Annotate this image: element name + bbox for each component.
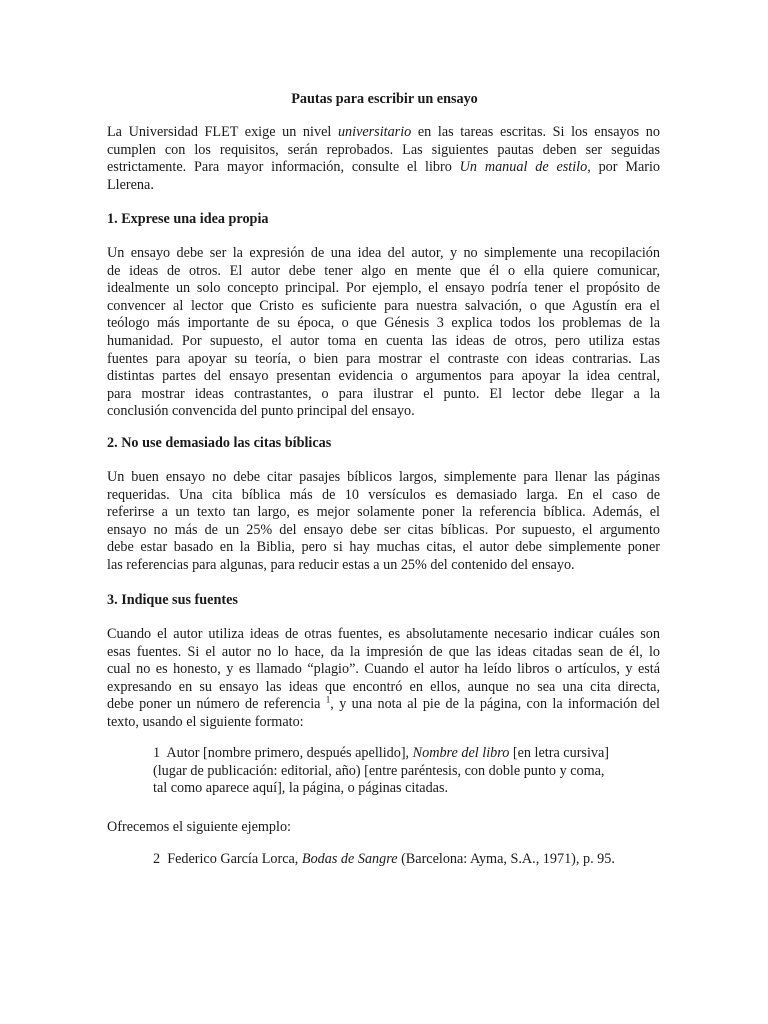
section-2-line: requeridas. Una cita bíblica más de 10 versículos es demasiado larga. En el caso de — [107, 486, 660, 503]
footnote-format-line-1: 1 Autor [nombre primero, después apellido], Nombre del libro [en letra cursiva] — [153, 745, 609, 761]
footnote-number: 1 — [153, 745, 161, 761]
footnote-number: 2 — [153, 851, 161, 867]
section-2-line: debe estar basado en la Biblia, pero si hay muchas citas, el autor debe simplemente poner — [107, 539, 660, 556]
section-1-line: para mostrar ideas contrastantes, o para ilustrar el punto. El lector debe llegar a la — [107, 385, 660, 402]
footnote-format-block — [153, 745, 653, 798]
section-3-line: Cuando el autor utiliza ideas de otras fuentes, es absolutamente necesario indicar cuáles son — [107, 626, 660, 642]
section-1-line: idealmente un solo concepto principal. Por ejemplo, el ensayo podría tener el propósito de — [107, 280, 660, 297]
footnote-format-line-2: (lugar de publicación: editorial, año) [entre paréntesis, con doble punto y coma, — [153, 762, 605, 779]
page-title: Pautas para escribir un ensayo — [291, 91, 478, 107]
section-2-line: referirse a un texto tan largo, es mejor solamente poner la referencia bíblica. Además, el — [107, 504, 660, 521]
section-2-line: las referencias para algunas, para reducir estas a un 25% del contenido del ensayo. — [107, 556, 575, 573]
section-2-paragraph — [107, 469, 660, 575]
section-3-line: cual no es honesto, y es llamado “plagio”. Cuando el autor ha leído libros o artículos, y está — [107, 661, 660, 678]
section-1-heading: 1. Exprese una idea propia — [107, 211, 269, 227]
intro-line-2: cumplen con los requisitos, serán reprobados. Las siguientes pautas deben ser seguidas — [107, 141, 660, 158]
section-3-line: debe poner un número de referencia $^1$, y una nota al pie de la página, con la información del — [107, 694, 660, 713]
section-2-heading: 2. No use demasiado las citas bíblicas — [107, 435, 332, 451]
section-3-paragraph — [107, 626, 660, 732]
section-2-line: Un buen ensayo no debe citar pasajes bíblicos largos, simplemente para llenar las páginas — [107, 469, 660, 485]
section-3-line: esas fuentes. Si el autor no lo hace, da la impresión de que las ideas citadas sean de él, lo — [107, 643, 660, 660]
section-1-line: convencer al lector que Cristo es suficiente para nuestra salvación, o que Agustín era el — [107, 297, 660, 314]
section-1-line: Un ensayo debe ser la expresión de una idea del autor, y no simplemente una recopilación — [107, 245, 660, 261]
intro-line-1: La Universidad FLET exige un nivel universitario en las tareas escritas. Si los ensayos no — [107, 124, 660, 140]
section-1-line: distintas partes del ensayo presentan evidencia o argumentos para apoyar la idea central, — [107, 368, 660, 385]
section-3-line: expresando en su ensayo las ideas que encontró en ellos, aunque no sea una cita directa, — [107, 678, 660, 695]
section-1-line: fuentes para apoyar su teoría, o bien para mostrar el contraste con ideas contrarias. Las — [107, 350, 660, 367]
intro-paragraph — [107, 124, 660, 194]
footnote-reference-marker: 1 — [325, 694, 331, 705]
intro-line-4: Llerena. — [107, 176, 154, 193]
section-1-line: de ideas de otros. El autor debe tener algo en mente que él o ella quiere comunicar, — [107, 262, 660, 279]
section-1-line: humanidad. Por supuesto, el autor toma en cuenta las ideas de otros, pero utiliza estas — [107, 332, 660, 349]
footnote-example-line: 2 Federico García Lorca, Bodas de Sangre (Barcelona: Ayma, S.A., 1971), p. 95. — [153, 851, 615, 867]
footnote-format-line-3: tal como aparece aquí], la página, o páginas citadas. — [153, 780, 449, 797]
section-3-heading: 3. Indique sus fuentes — [107, 592, 238, 608]
section-3-line: texto, usando el siguiente formato: — [107, 713, 304, 730]
example-intro: Ofrecemos el siguiente ejemplo: — [107, 819, 291, 835]
section-1-paragraph — [107, 245, 660, 421]
section-1-line: conclusión convencida del punto principal del ensayo. — [107, 403, 415, 420]
section-1-line: teólogo más importante de su época, o que Génesis 3 explica todos los problemas de la — [107, 315, 660, 332]
intro-line-3: estrictamente. Para mayor información, consulte el libro Un manual de estilo, por Mario — [107, 159, 661, 176]
footnote-example — [153, 851, 653, 869]
section-2-line: ensayo no más de un 25% del ensayo debe ser citas bíblicas. Por supuesto, el argumento — [107, 521, 660, 538]
